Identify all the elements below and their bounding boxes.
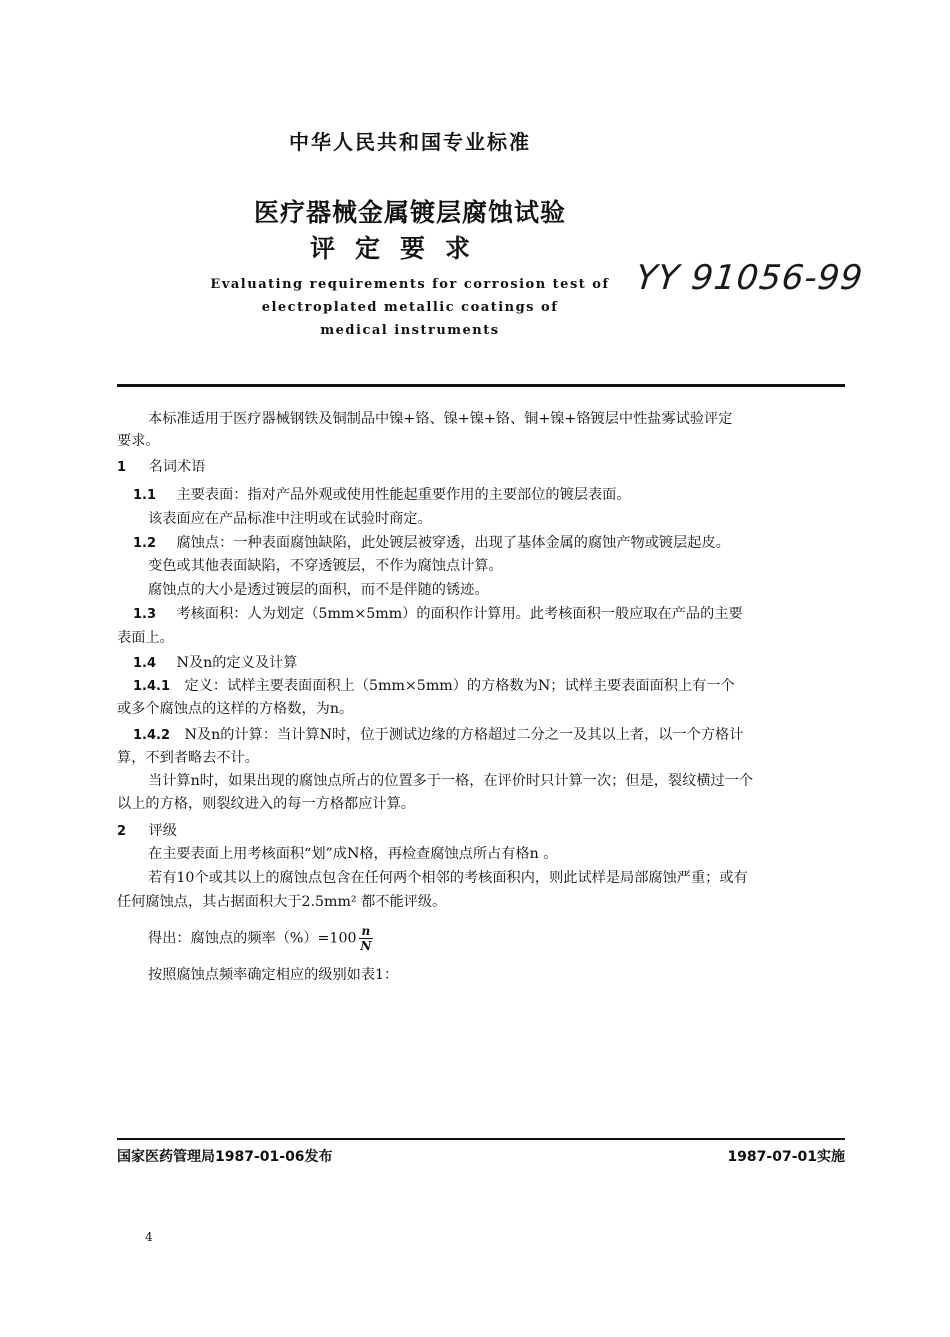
clause-1-4-2-line3: 当计算n时，如果出现的腐蚀点所占的位置多于一格，在评价时只计算一次；但是，裂纹横过一个 xyxy=(148,773,754,789)
english-title-line2: electroplated metallic coatings of xyxy=(261,300,559,315)
section-2-line2: 若有10个或其以上的腐蚀点包含在任何两个相邻的考核面积内，则此试样是局部腐蚀严重；或有 xyxy=(148,870,748,886)
handwritten-standard-number: YY 91056-99 xyxy=(633,258,866,298)
formula-fraction xyxy=(359,924,374,953)
section-1-heading xyxy=(117,456,205,479)
clause-1-3-number: 1.3 xyxy=(133,607,157,622)
effective-date: 1987-07-01实施 xyxy=(727,1149,845,1165)
clause-1-2-line3: 腐蚀点的大小是透过镀层的面积，而不是伴随的锈迹。 xyxy=(148,582,489,598)
clause-1-4-2-line2: 算，不到者略去不计。 xyxy=(117,750,259,766)
clause-1-2-number: 1.2 xyxy=(133,536,157,551)
clause-1-4-heading xyxy=(133,652,297,675)
footer-divider xyxy=(117,1138,845,1140)
clause-1-3-text: 考核面积：人为划定（5mm×5mm）的面积作计算用。此考核面积一般应取在产品的主要 xyxy=(176,606,743,622)
clause-1-4-1-line2: 或多个腐蚀点的这样的方格数，为n。 xyxy=(117,701,354,717)
clause-1-3-line2: 表面上。 xyxy=(117,630,174,646)
clause-1-4-2-text: N及n的计算：当计算N时，位于测试边缘的方格超过二分之一及其以上者，以一个方格计 xyxy=(184,727,744,743)
issuing-body-header: 中华人民共和国专业标准 xyxy=(289,130,531,154)
clause-1-4-2-number: 1.4.2 xyxy=(133,728,171,743)
clause-1-4-2-line1 xyxy=(133,724,743,747)
issue-date: 国家医药管理局1987-01-06发布 xyxy=(117,1149,333,1165)
intro-line2: 要求。 xyxy=(117,433,160,449)
clause-1-1-line1 xyxy=(133,484,631,507)
clause-1-1-text: 主要表面：指对产品外观或使用性能起重要作用的主要部位的镀层表面。 xyxy=(176,487,631,503)
clause-1-4-number: 1.4 xyxy=(133,656,157,671)
section-1-number: 1 xyxy=(117,460,127,475)
clause-1-2-line2: 变色或其他表面缺陷，不穿透镀层，不作为腐蚀点计算。 xyxy=(148,558,503,574)
clause-1-3-line1 xyxy=(133,603,743,626)
clause-1-2-text: 腐蚀点：一种表面腐蚀缺陷，此处镀层被穿透，出现了基体金属的腐蚀产物或镀层起皮。 xyxy=(176,535,730,551)
section-2-heading xyxy=(117,820,177,843)
section-2-title: 评级 xyxy=(148,823,177,839)
formula-denominator: N xyxy=(360,939,372,953)
section-2-line3: 任何腐蚀点，其占据面积大于2.5mm² 都不能评级。 xyxy=(117,894,447,910)
english-title-line3: medical instruments xyxy=(320,323,500,338)
document-title-line1: 医疗器械金属镀层腐蚀试验 xyxy=(253,198,566,227)
section-2-line1: 在主要表面上用考核面积“划”成N格，再检查腐蚀点所占有格n 。 xyxy=(148,846,558,862)
header-divider xyxy=(117,384,845,387)
clause-1-4-1-text: 定义：试样主要表面面积上（5mm×5mm）的方格数为N；试样主要表面面积上有一个 xyxy=(184,678,735,694)
document-title-line2: 评定要求 xyxy=(309,234,490,263)
clause-1-4-2-line4: 以上的方格，则裂纹进入的每一方格都应计算。 xyxy=(117,796,415,812)
formula-numerator: n xyxy=(359,924,374,939)
clause-1-1-number: 1.1 xyxy=(133,488,157,503)
clause-1-4-title: N及n的定义及计算 xyxy=(176,655,298,671)
english-title-line1: Evaluating requirements for corrosion test of xyxy=(210,277,610,292)
clause-1-4-1-line1 xyxy=(133,675,735,698)
frequency-formula xyxy=(148,924,373,953)
section-2-line4: 按照腐蚀点频率确定相应的级别如表1： xyxy=(148,967,399,983)
page-number: 4 xyxy=(145,1230,153,1244)
clause-1-2-line1 xyxy=(133,532,730,555)
section-1-title: 名词术语 xyxy=(148,459,206,475)
clause-1-4-1-number: 1.4.1 xyxy=(133,679,171,694)
section-2-number: 2 xyxy=(117,824,127,839)
formula-prefix: 得出：腐蚀点的频率（%）=100 xyxy=(148,930,357,947)
intro-line1: 本标准适用于医疗器械钢铁及铜制品中镍+铬、镍+镍+铬、铜+镍+铬镀层中性盐雾试验评定 xyxy=(148,411,733,427)
clause-1-1-line2: 该表面应在产品标准中注明或在试验时商定。 xyxy=(148,511,432,527)
